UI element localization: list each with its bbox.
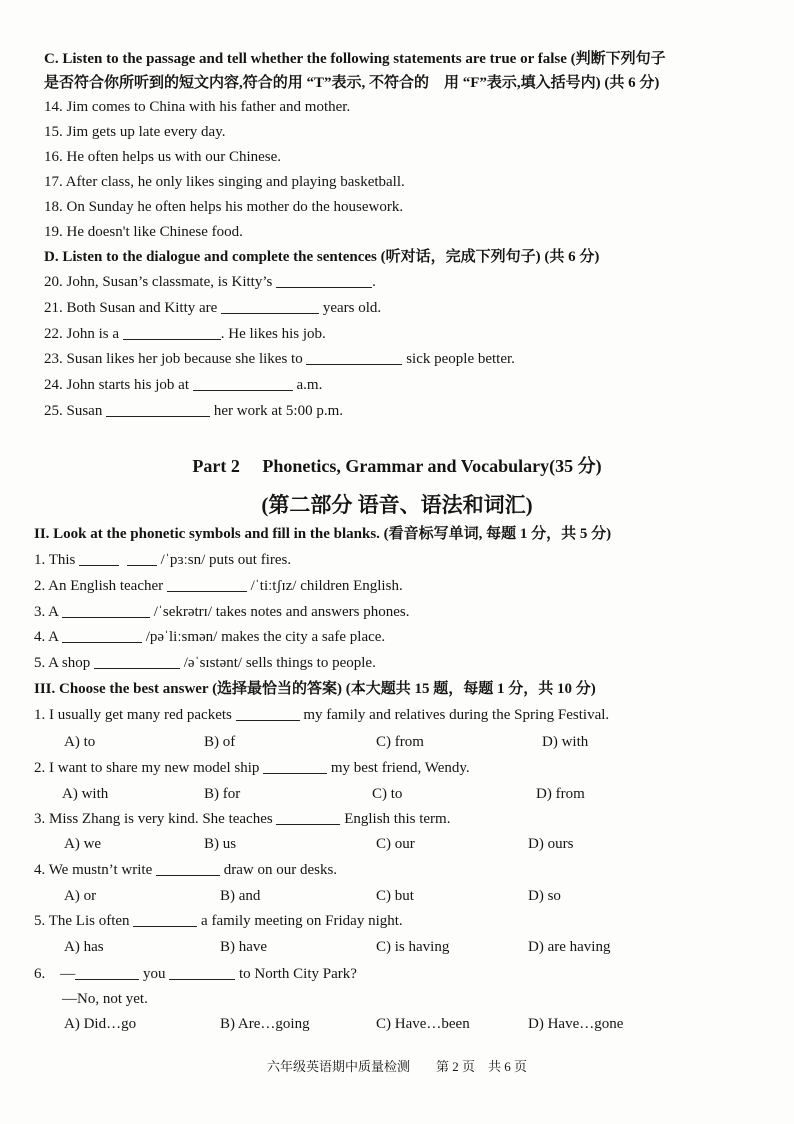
statement-15: 15. Jim gets up late every day. [44, 124, 226, 140]
answer-blank[interactable] [133, 912, 197, 927]
q1-option-b[interactable]: B) of [204, 734, 236, 750]
sentence-22: 22. John is a . He likes his job. [44, 326, 326, 342]
q3-option-d[interactable]: D) ours [528, 836, 574, 852]
phonetic-item-5: 5. A shop /əˈsɪstənt/ sells things to people. [34, 655, 376, 671]
statement-18: 18. On Sunday he often helps his mother do the housework. [44, 199, 404, 215]
answer-blank[interactable] [306, 350, 402, 365]
answer-blank[interactable] [221, 299, 319, 314]
q3-option-b[interactable]: B) us [204, 836, 237, 852]
q2-option-d[interactable]: D) from [536, 786, 585, 802]
part-2-subtitle: (第二部分 语音、语法和词汇) [261, 493, 533, 517]
answer-blank[interactable] [263, 759, 327, 774]
q1-option-d[interactable]: D) with [542, 734, 589, 750]
q6-option-b[interactable]: B) Are…going [220, 1016, 310, 1032]
sentence-21: 21. Both Susan and Kitty are years old. [44, 300, 382, 316]
q2-option-c[interactable]: C) to [372, 786, 403, 802]
question-4: 4. We mustn’t write draw on our desks. [34, 862, 338, 878]
section-iii-title: III. Choose the best answer (选择最恰当的答案) (本大题共 15 题，每题 1 分，共 10 分) [34, 681, 596, 697]
statement-14: 14. Jim comes to China with his father and mother. [44, 99, 351, 115]
answer-blank[interactable] [94, 654, 180, 669]
phonetic-item-2: 2. An English teacher /ˈtiːtʃɪz/ children English. [34, 578, 403, 594]
phonetic-item-1: 1. This /ˈpɜːsn/ puts out fires. [34, 552, 292, 568]
q6-option-c[interactable]: C) Have…been [376, 1016, 470, 1032]
statement-16: 16. He often helps us with our Chinese. [44, 149, 282, 165]
phonetic-item-4: 4. A /pəˈliːsmən/ makes the city a safe place. [34, 629, 386, 645]
answer-blank[interactable] [169, 965, 235, 980]
answer-blank[interactable] [193, 376, 293, 391]
answer-blank[interactable] [75, 965, 139, 980]
q4-option-a[interactable]: A) or [64, 888, 97, 904]
answer-blank[interactable] [79, 551, 119, 566]
q4-option-c[interactable]: C) but [376, 888, 414, 904]
section-d-title: D. Listen to the dialogue and complete the sentences (听对话，完成下列句子) (共 6 分) [44, 249, 600, 265]
sentence-23: 23. Susan likes her job because she likes to sick people better. [44, 351, 515, 367]
answer-blank[interactable] [156, 861, 220, 876]
q4-option-d[interactable]: D) so [528, 888, 561, 904]
q6-option-a[interactable]: A) Did…go [64, 1016, 137, 1032]
statement-19: 19. He doesn't like Chinese food. [44, 224, 243, 240]
phonetic-item-3: 3. A /ˈsekrətrɪ/ takes notes and answers phones. [34, 604, 410, 620]
q1-option-a[interactable]: A) to [64, 734, 96, 750]
q3-option-c[interactable]: C) our [376, 836, 415, 852]
answer-blank[interactable] [167, 577, 247, 592]
part-2-title: Part 2 Phonetics, Grammar and Vocabulary(35 分) [192, 456, 602, 476]
q5-option-c[interactable]: C) is having [376, 939, 450, 955]
sentence-20: 20. John, Susan’s classmate, is Kitty’s . [44, 274, 376, 290]
q4-option-b[interactable]: B) and [220, 888, 261, 904]
section-c-title-line1: C. Listen to the passage and tell whether the following statements are true or false (判断下列句子 [44, 51, 666, 67]
q2-option-b[interactable]: B) for [204, 786, 241, 802]
answer-blank[interactable] [236, 706, 300, 721]
section-c-title-line2: 是否符合你所听到的短文内容,符合的用 “T”表示, 不符合的 用 “F”表示,填入括号内) (共 6 分) [44, 75, 660, 91]
answer-blank[interactable] [276, 810, 340, 825]
sentence-24: 24. John starts his job at a.m. [44, 377, 323, 393]
answer-blank[interactable] [62, 603, 150, 618]
statement-17: 17. After class, he only likes singing and playing basketball. [44, 174, 405, 190]
question-3: 3. Miss Zhang is very kind. She teaches English this term. [34, 811, 451, 827]
answer-blank[interactable] [123, 325, 221, 340]
question-6-reply: —No, not yet. [62, 991, 148, 1007]
answer-blank[interactable] [127, 551, 157, 566]
question-2: 2. I want to share my new model ship my best friend, Wendy. [34, 760, 470, 776]
page-footer: 六年级英语期中质量检测 第 2 页 共 6 页 [266, 1059, 527, 1074]
sentence-25: 25. Susan her work at 5:00 p.m. [44, 403, 343, 419]
q5-option-d[interactable]: D) are having [528, 939, 611, 955]
answer-blank[interactable] [106, 402, 210, 417]
q5-option-a[interactable]: A) has [64, 939, 104, 955]
q5-option-b[interactable]: B) have [220, 939, 268, 955]
question-5: 5. The Lis often a family meeting on Friday night. [34, 913, 403, 929]
section-ii-title: II. Look at the phonetic symbols and fill in the blanks. (看音标写单词, 每题 1 分，共 5 分) [34, 526, 612, 542]
q3-option-a[interactable]: A) we [64, 836, 102, 852]
question-6: 6. — you to North City Park? [34, 966, 357, 982]
answer-blank[interactable] [276, 273, 372, 288]
q1-option-c[interactable]: C) from [376, 734, 424, 750]
question-1: 1. I usually get many red packets my family and relatives during the Spring Festival. [34, 707, 610, 723]
q2-option-a[interactable]: A) with [62, 786, 109, 802]
answer-blank[interactable] [62, 628, 142, 643]
q6-option-d[interactable]: D) Have…gone [528, 1016, 624, 1032]
